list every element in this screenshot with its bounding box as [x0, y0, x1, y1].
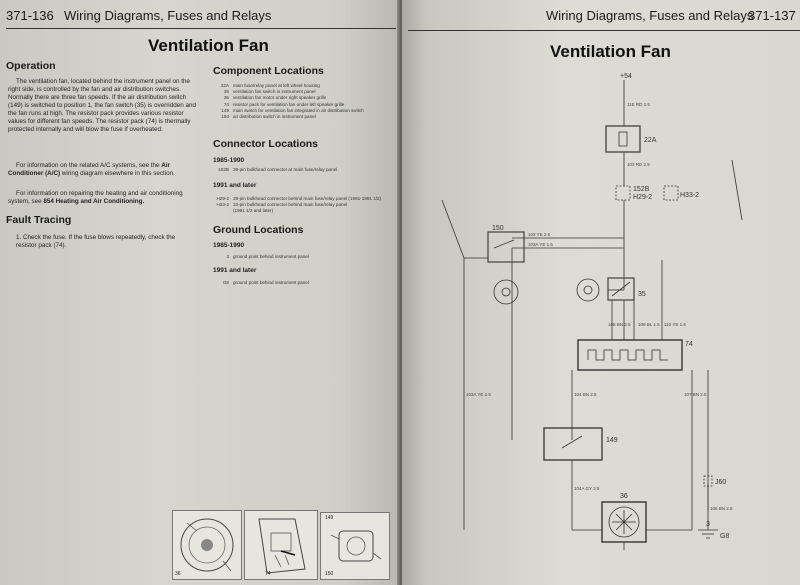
motor-label: 36 [620, 493, 628, 500]
wiring-diagram [402, 40, 800, 585]
operation-text-2a: For information on the related A/C systems, see the [16, 162, 160, 169]
location-row [213, 196, 381, 201]
operation-paragraph-1 [8, 78, 198, 134]
location-text: main switch for ventilation fan integrated in air distribution switch [233, 107, 364, 113]
wire-label: 108 BN 2.5 [608, 322, 631, 327]
connector-locations-heading: Connector Locations [213, 138, 319, 150]
fuse-label: 22A [644, 137, 657, 144]
fault-tracing-item: 1. Check the fuse. If the fuse blows repeatedly, check the resistor pack (74). [16, 234, 176, 249]
operation-text-2c: wiring diagram elsewhere in this section. [61, 170, 175, 177]
location-row [213, 89, 315, 94]
location-code: G8 [222, 280, 229, 285]
location-text: resistor pack for ventilation fan under left speaker grille [233, 101, 345, 107]
page-title: Ventilation Fan [148, 36, 269, 55]
ground-locations-heading: Ground Locations [213, 224, 304, 236]
location-row [213, 254, 309, 259]
ground-label-a: 3 [706, 521, 710, 528]
component-locations-heading: Component Locations [213, 65, 324, 77]
location-row [213, 114, 316, 119]
connector-label-b: H29-2 [633, 194, 653, 201]
location-row [213, 280, 309, 285]
wire-label: 107 BN 2.5 [684, 392, 707, 397]
location-text: ventilation fan switch in instrument panel [233, 89, 316, 95]
location-row [213, 83, 320, 88]
operation-text-1: The ventilation fan, located behind the instrument panel on the right side, is controlled by the fan and air distribution switches. Normally there are three fan speeds. If the air distribution switch (149) is switched to position 1, the fan switch (35) is overridden and the fan runs at high. The resistor pack provides various resistor values for different fan speeds. The resistor pack (74) is thermally protected internally and will blow the fuse if overheated. [8, 78, 196, 133]
operation-paragraph-3 [8, 190, 198, 206]
resistor-label: 74 [685, 341, 693, 348]
thumbnail-label: 150 [325, 571, 334, 577]
location-text: 33-pin bulkhead connector behind main fuse/relay panel [233, 202, 348, 207]
thumbnail-fan-motor [172, 510, 242, 580]
header-rule [408, 30, 800, 31]
thumbnail-resistor-pack [244, 510, 318, 580]
wire-label: 109 BL 1.5 [638, 322, 660, 327]
page-title: Ventilation Fan [550, 42, 671, 61]
connector-label-c: H33-2 [680, 192, 700, 199]
ground-range-1: 1985-1990 [213, 242, 245, 249]
right-page [402, 0, 800, 585]
location-text: ventilation fan motor under right speaker grille [233, 95, 327, 101]
air-dist-label: 150 [492, 225, 504, 232]
location-row [213, 167, 337, 172]
main-switch-label: 149 [606, 437, 618, 444]
operation-text-2b: Air Conditioner (A/C) [8, 162, 170, 177]
location-text: ground point behind instrument panel [233, 254, 309, 259]
ground-connector-label: J60 [715, 479, 727, 486]
thumbnail-switch-panel [320, 512, 390, 580]
supply-label: +54 [620, 73, 632, 80]
operation-paragraph-2 [8, 162, 198, 178]
connector-label-a: 152B [633, 186, 650, 193]
page-number: 371-136 [6, 8, 54, 23]
wire-label: 104A GY 2.5 [574, 486, 600, 491]
wire-label: 105 BN 2.5 [710, 506, 733, 511]
location-text: 29-pin bulkhead connector behind main fuse/relay panel (1991-1991 1/2) [233, 196, 382, 201]
operation-heading: Operation [6, 60, 56, 72]
location-text: (1991 1/2 and later) [233, 208, 274, 213]
location-code: H33-2 [216, 202, 229, 207]
wire-label: 110 YE 1.5 [664, 322, 686, 327]
wire-label: 103 YE 2.5 [528, 232, 551, 237]
wire-label: 103 RD 2.5 [627, 162, 650, 167]
connector-range-2: 1991 and later [213, 182, 257, 189]
thumbnail-label: 149 [325, 515, 334, 521]
wire-label: 103A YE 1.5 [528, 242, 553, 247]
ground-label-b: G8 [720, 533, 730, 540]
thumbnail-label: 74 [265, 571, 271, 577]
wire-label: 104 BN 2.5 [574, 392, 597, 397]
location-code: 74 [223, 101, 229, 107]
operation-text-3b: 854 Heating and Air Conditioning. [43, 198, 145, 205]
location-row [213, 102, 344, 107]
connector-range-1: 1985-1990 [213, 157, 245, 164]
switch-panel-illustration [321, 513, 389, 579]
location-row [213, 108, 364, 113]
fan-motor-illustration [173, 511, 241, 579]
location-code: 22A [220, 83, 229, 88]
header-title: Wiring Diagrams, Fuses and Relays [546, 8, 754, 23]
ground-range-2: 1991 and later [213, 267, 257, 274]
header-title: Wiring Diagrams, Fuses and Relays [64, 8, 272, 23]
fan-switch-label: 35 [638, 291, 646, 298]
wire-label: 11E RD 2.5 [627, 102, 650, 107]
thumbnail-label: 36 [175, 571, 181, 577]
resistor-pack-illustration [245, 511, 317, 579]
page-number: 371-137 [748, 8, 796, 23]
location-row [213, 95, 326, 100]
location-code: 150 [221, 114, 229, 119]
location-code: 3 [226, 254, 229, 259]
operation-text-3a: For information on repairing the heating and air conditioning system, see [8, 190, 183, 205]
header-rule [6, 28, 396, 29]
wire-label: 103A YE 2.5 [466, 392, 491, 397]
location-code: 35 [223, 89, 229, 95]
location-text: main fuse/relay panel at left wheel housing [233, 83, 320, 88]
location-text: 29-pin bulkhead connector at main fuse/relay panel [233, 167, 338, 172]
location-code: 152B [218, 167, 229, 172]
fault-tracing-heading: Fault Tracing [6, 214, 72, 226]
location-text: ground point behind instrument panel [233, 280, 309, 285]
location-row [213, 202, 347, 207]
location-code: 149 [221, 107, 229, 113]
location-text: air distribution switch in instrument panel [233, 114, 316, 119]
location-row [213, 208, 273, 213]
location-code: H29-2 [216, 196, 229, 201]
location-code: 36 [223, 95, 229, 101]
